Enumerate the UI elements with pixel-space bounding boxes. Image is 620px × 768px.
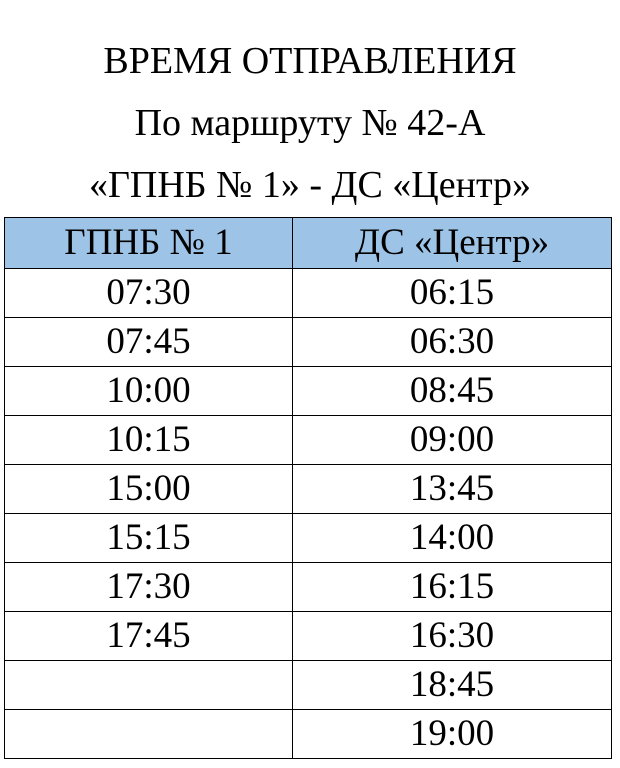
- table-row: [5, 269, 612, 318]
- cell-ds-center-time: 08:45: [293, 367, 612, 416]
- cell-ds-center-time: 16:15: [293, 563, 612, 612]
- cell-gpnb-time: 17:45: [5, 612, 293, 661]
- title-line-route: По маршруту № 42-А: [134, 102, 486, 144]
- cell-ds-center-time: 06:15: [293, 269, 612, 318]
- title-line-heading: ВРЕМЯ ОТПРАВЛЕНИЯ: [103, 40, 517, 82]
- cell-ds-center-time: 09:00: [293, 416, 612, 465]
- table-row: [5, 465, 612, 514]
- table-row: [5, 710, 612, 759]
- cell-ds-center-time: 19:00: [293, 710, 612, 759]
- column-header-ds-center: ДС «Центр»: [293, 218, 612, 269]
- cell-ds-center-time: 14:00: [293, 514, 612, 563]
- cell-ds-center-time: 16:30: [293, 612, 612, 661]
- cell-gpnb-time: 15:15: [5, 514, 293, 563]
- cell-ds-center-time: 13:45: [293, 465, 612, 514]
- cell-gpnb-time: [5, 710, 293, 759]
- cell-gpnb-time: [5, 661, 293, 710]
- table-row: [5, 563, 612, 612]
- cell-ds-center-time: 18:45: [293, 661, 612, 710]
- table-row: [5, 318, 612, 367]
- title-line-stops: «ГПНБ № 1» - ДС «Центр»: [88, 164, 532, 206]
- cell-gpnb-time: 07:45: [5, 318, 293, 367]
- cell-gpnb-time: 17:30: [5, 563, 293, 612]
- table-row: [5, 612, 612, 661]
- table-row: [5, 367, 612, 416]
- schedule-title: [0, 30, 620, 216]
- cell-gpnb-time: 10:00: [5, 367, 293, 416]
- cell-ds-center-time: 06:30: [293, 318, 612, 367]
- column-header-gpnb: ГПНБ № 1: [5, 218, 293, 269]
- table-row: [5, 514, 612, 563]
- table-row: [5, 661, 612, 710]
- cell-gpnb-time: 07:30: [5, 269, 293, 318]
- table-row: [5, 416, 612, 465]
- departure-table: [4, 217, 612, 759]
- cell-gpnb-time: 10:15: [5, 416, 293, 465]
- cell-gpnb-time: 15:00: [5, 465, 293, 514]
- table-header-row: [5, 218, 612, 269]
